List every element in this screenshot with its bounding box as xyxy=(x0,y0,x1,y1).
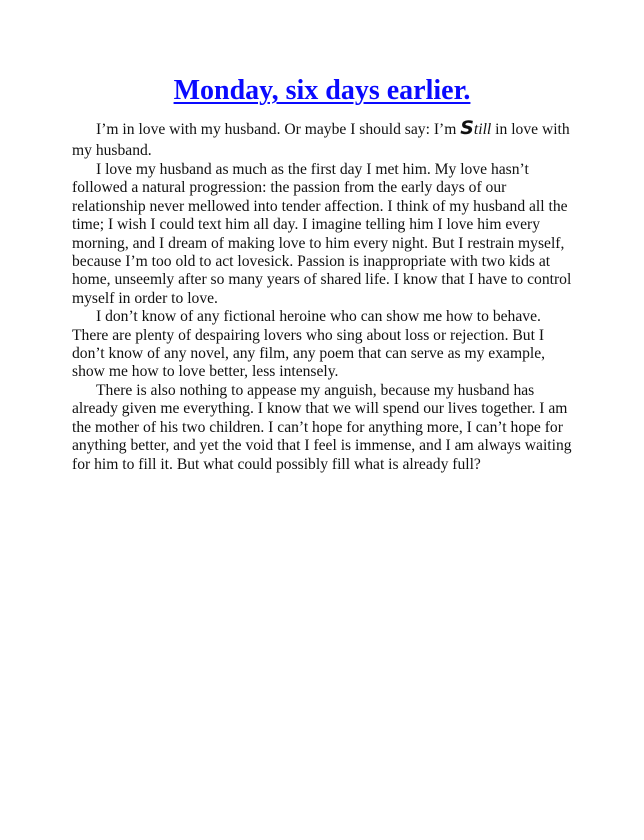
body-text xyxy=(72,118,572,474)
paragraph-3: I don’t know of any fictional heroine who can show me how to behave. There are plenty of despairing lovers who sing about loss or rejection. But I don’t know of any novel, any film, any poem that can serve as my example, show me how to love better, less intensely. xyxy=(72,308,546,381)
paragraph-1-text-end: in love with my husband. xyxy=(72,121,570,159)
paragraph-2: I love my husband as much as the first day I met him. My love hasn’t followed a natural progression: the passion from the early days of our relationship never mellowed into tender affection. I think of my husband all the time; I wish I could text him all day. I imagine telling him I love him every morning, and I dream of making love to him every night. But I restrain myself, because I’m too old to act lovesick. Passion is inappropriate with two kids at home, unseemly after so many years of shared life. I know that I have to control myself in order to love. xyxy=(72,161,572,307)
paragraph-1 xyxy=(72,118,572,161)
emphasis-still-rest: till xyxy=(473,121,492,138)
paragraph-4: There is also nothing to appease my anguish, because my husband has already given me everything. I know that we will spend our lives together. I am the mother of his two children. I can’t hope for anything more, I can’t hope for anything better, and yet the void that I feel is immense, and I am always waiting for him to fill it. But what could possibly fill what is already full? xyxy=(72,381,572,473)
emphasis-still-initial: S xyxy=(460,117,474,139)
paragraph-1-text-start: I’m in love with my husband. Or maybe I should say: I’m xyxy=(96,121,461,138)
chapter-title: Monday, six days earlier. xyxy=(173,75,471,106)
